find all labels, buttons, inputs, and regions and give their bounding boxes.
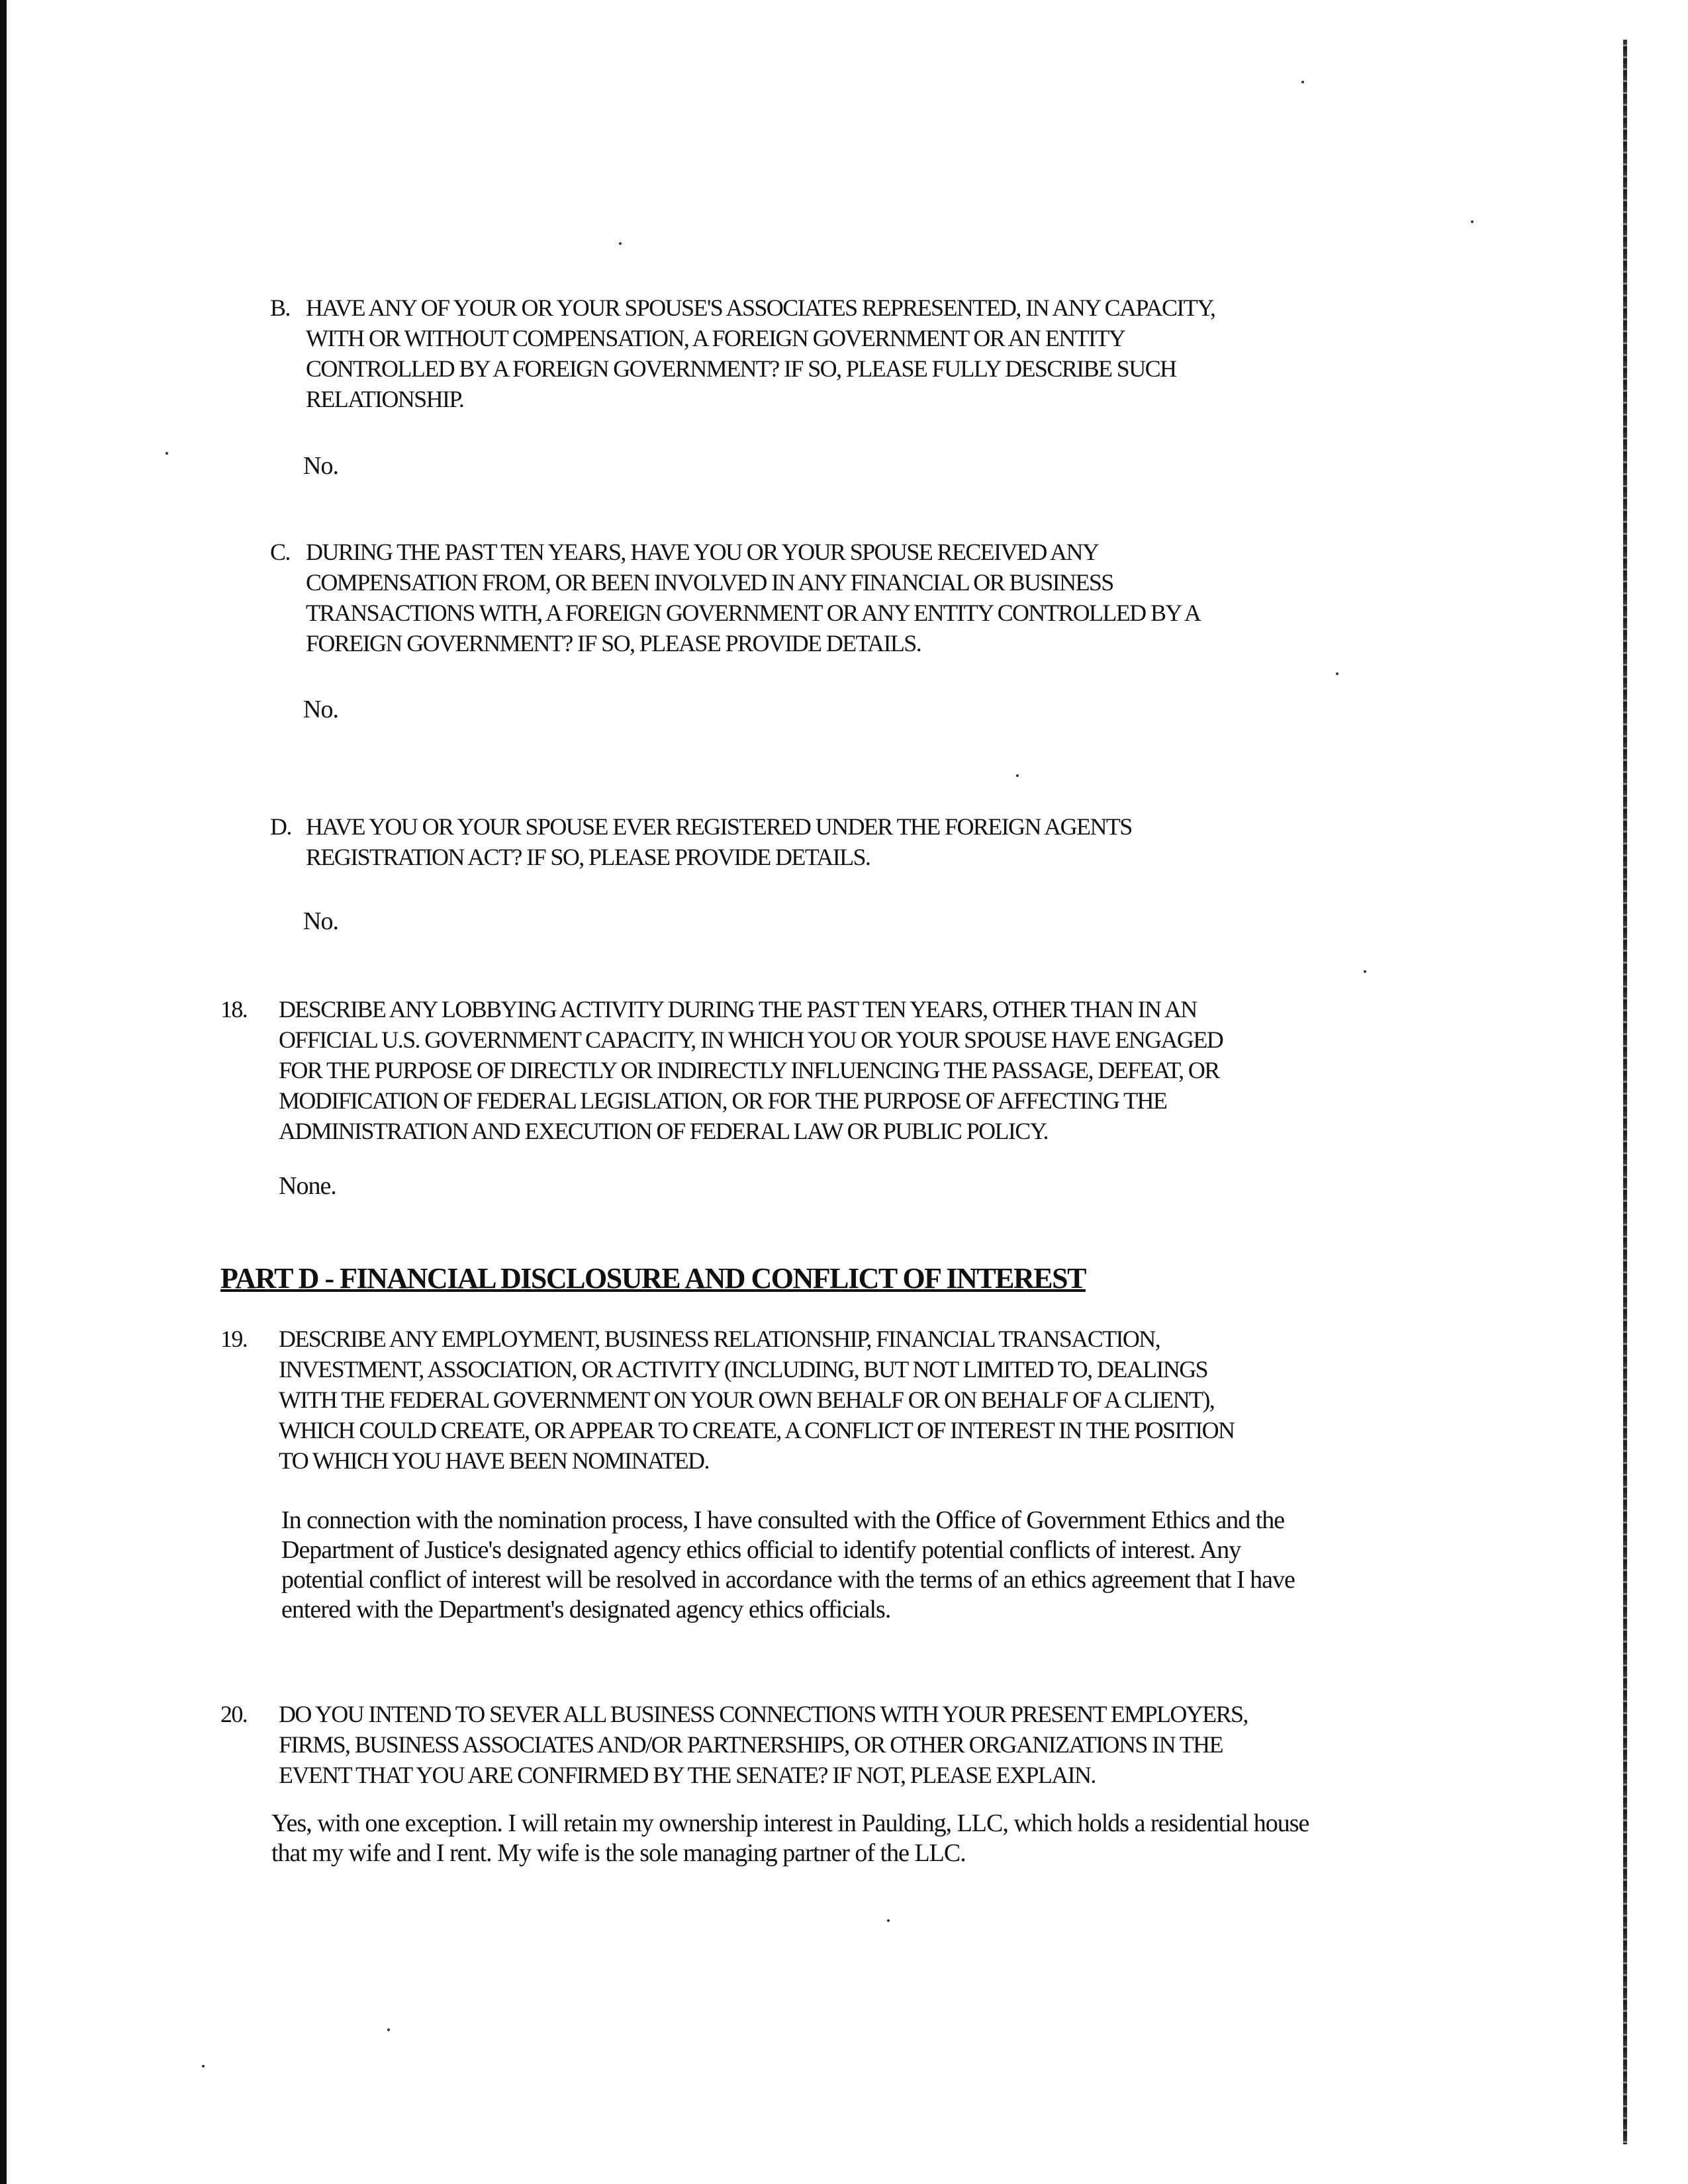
question-17b [270, 293, 1215, 414]
question-line: ADMINISTRATION AND EXECUTION OF FEDERAL LAW OR PUBLIC POLICY. [279, 1118, 1048, 1144]
question-line: FOREIGN GOVERNMENT? IF SO, PLEASE PROVIDE DETAILS. [306, 630, 921, 657]
question-line: FIRMS, BUSINESS ASSOCIATES AND/OR PARTNERSHIPS, OR OTHER ORGANIZATIONS IN THE [279, 1731, 1223, 1758]
question-line: HAVE ANY OF YOUR OR YOUR SPOUSE'S ASSOCIATES REPRESENTED, IN ANY CAPACITY, [306, 295, 1215, 321]
question-line: RELATIONSHIP. [306, 386, 464, 412]
question-label: 19. [220, 1326, 248, 1352]
question-20 [220, 1699, 1248, 1790]
question-17c [270, 537, 1200, 659]
scan-speck [1016, 774, 1019, 777]
answer-line: potential conflict of interest will be resolved in accordance with the terms of an ethics agreement that I have [281, 1566, 1295, 1594]
answer-17c [303, 695, 338, 725]
question-line: COMPENSATION FROM, OR BEEN INVOLVED IN ANY FINANCIAL OR BUSINESS [306, 569, 1113, 596]
question-line: DO YOU INTEND TO SEVER ALL BUSINESS CONNECTIONS WITH YOUR PRESENT EMPLOYERS, [279, 1701, 1248, 1727]
question-line: DESCRIBE ANY EMPLOYMENT, BUSINESS RELATIONSHIP, FINANCIAL TRANSACTION, [279, 1326, 1160, 1352]
question-line: TO WHICH YOU HAVE BEEN NOMINATED. [279, 1447, 709, 1474]
answer-line: No. [303, 907, 338, 935]
question-line: DESCRIBE ANY LOBBYING ACTIVITY DURING THE PAST TEN YEARS, OTHER THAN IN AN [279, 996, 1197, 1023]
question-17d [270, 811, 1132, 872]
answer-line: In connection with the nomination process, I have consulted with the Office of Government Ethics and the [281, 1506, 1285, 1534]
section-header: PART D - FINANCIAL DISCLOSURE AND CONFLICT OF INTEREST [220, 1262, 1086, 1295]
question-line: CONTROLLED BY A FOREIGN GOVERNMENT? IF SO, PLEASE FULLY DESCRIBE SUCH [306, 355, 1176, 382]
scan-edge-left [0, 0, 7, 2184]
answer-19 [281, 1506, 1295, 1625]
question-label: B. [270, 295, 290, 321]
question-line: REGISTRATION ACT? IF SO, PLEASE PROVIDE DETAILS. [306, 844, 870, 870]
question-line: MODIFICATION OF FEDERAL LEGISLATION, OR FOR THE PURPOSE OF AFFECTING THE [279, 1087, 1167, 1114]
question-line: WITH THE FEDERAL GOVERNMENT ON YOUR OWN BEHALF OR ON BEHALF OF A CLIENT), [279, 1387, 1215, 1413]
question-line: OFFICIAL U.S. GOVERNMENT CAPACITY, IN WHICH YOU OR YOUR SPOUSE HAVE ENGAGED [279, 1026, 1223, 1053]
answer-line: Yes, with one exception. I will retain my ownership interest in Paulding, LLC, which holds a residential house [271, 1809, 1309, 1837]
question-18 [220, 994, 1223, 1146]
answer-line: None. [279, 1172, 336, 1200]
question-label: 20. [220, 1701, 248, 1727]
scan-speck [1336, 672, 1338, 675]
question-label: 18. [220, 996, 248, 1023]
answer-line: No. [303, 696, 338, 723]
scan-speck [887, 1919, 890, 1922]
answer-18 [279, 1171, 336, 1201]
question-line: WHICH COULD CREATE, OR APPEAR TO CREATE, A CONFLICT OF INTEREST IN THE POSITION [279, 1417, 1235, 1443]
answer-17b [303, 451, 338, 481]
question-line: EVENT THAT YOU ARE CONFIRMED BY THE SENATE? IF NOT, PLEASE EXPLAIN. [279, 1762, 1096, 1788]
answer-line: Department of Justice's designated agency ethics official to identify potential conflicts of interest. Any [281, 1536, 1241, 1564]
scan-speck [1471, 220, 1474, 223]
scan-speck [1301, 81, 1304, 83]
scan-speck [165, 452, 168, 455]
question-19 [220, 1324, 1234, 1476]
question-line: FOR THE PURPOSE OF DIRECTLY OR INDIRECTLY INFLUENCING THE PASSAGE, DEFEAT, OR [279, 1057, 1219, 1083]
scan-edge-right [1623, 40, 1627, 2144]
question-label: D. [270, 813, 291, 840]
question-line: WITH OR WITHOUT COMPENSATION, A FOREIGN GOVERNMENT OR AN ENTITY [306, 325, 1125, 351]
scan-speck [387, 2028, 390, 2031]
question-line: HAVE YOU OR YOUR SPOUSE EVER REGISTERED UNDER THE FOREIGN AGENTS [306, 813, 1132, 840]
answer-line: entered with the Department's designated agency ethics officials. [281, 1596, 891, 1623]
scan-speck [619, 242, 622, 245]
answer-line: that my wife and I rent. My wife is the sole managing partner of the LLC. [271, 1839, 966, 1867]
answer-17d [303, 907, 338, 936]
question-line: DURING THE PAST TEN YEARS, HAVE YOU OR YOUR SPOUSE RECEIVED ANY [306, 539, 1099, 565]
question-label: C. [270, 539, 290, 565]
scan-speck [1364, 970, 1366, 973]
question-line: TRANSACTIONS WITH, A FOREIGN GOVERNMENT OR ANY ENTITY CONTROLLED BY A [306, 600, 1201, 626]
answer-line: No. [303, 452, 338, 480]
scan-speck [202, 2065, 205, 2068]
question-line: INVESTMENT, ASSOCIATION, OR ACTIVITY (INCLUDING, BUT NOT LIMITED TO, DEALINGS [279, 1356, 1208, 1383]
answer-20 [271, 1809, 1309, 1868]
